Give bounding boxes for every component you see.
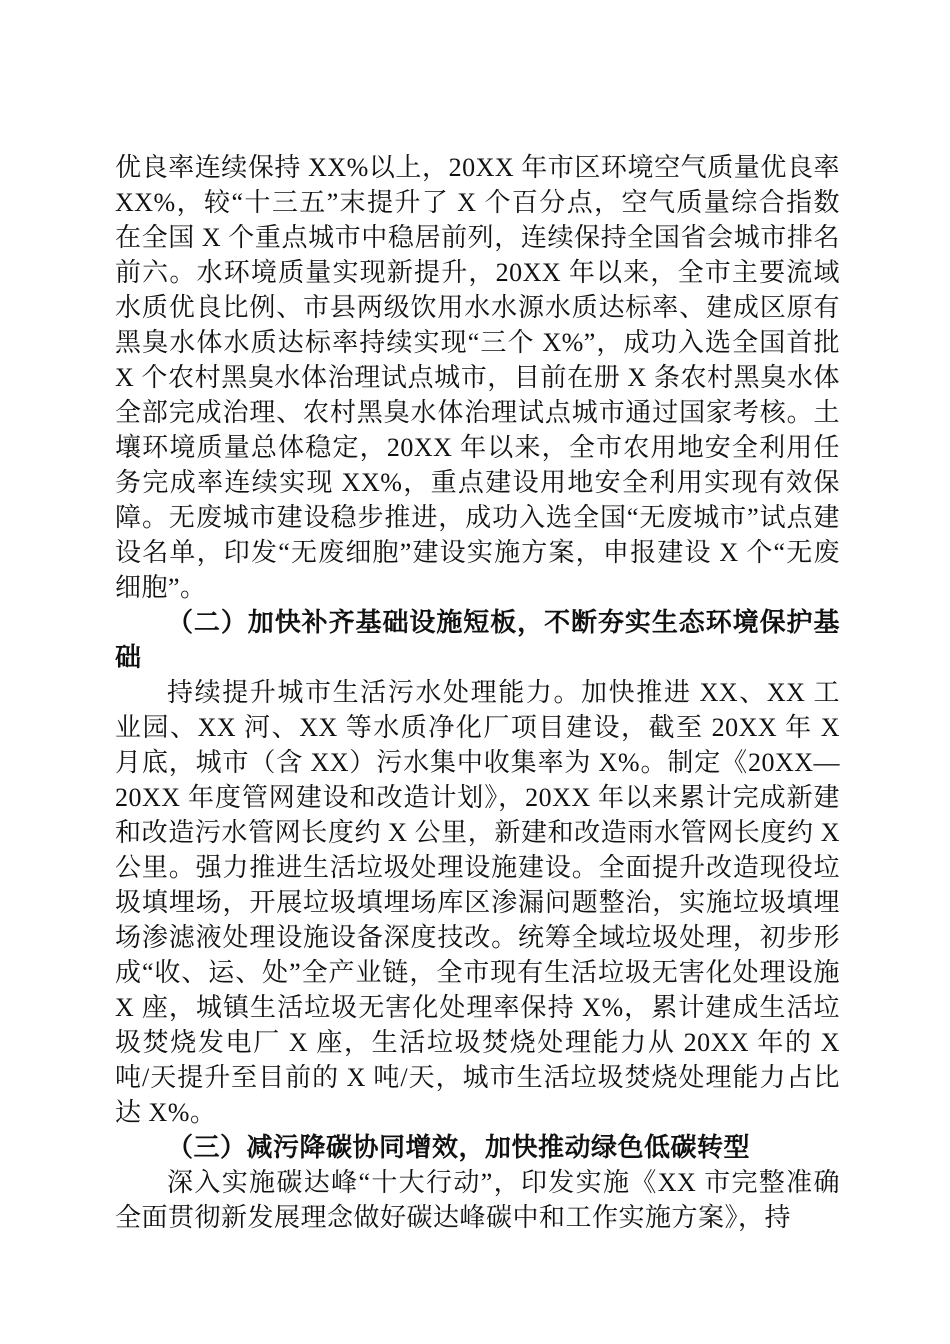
paragraph-carbon-peak-actions: 深入实施碳达峰“十大行动”，印发实施《XX 市完整准确全面贯彻新发展理念做好碳达峰碳中和工作实施方案》，持	[115, 1168, 840, 1232]
section-heading-3-carbon-reduction: （三）减污降碳协同增效，加快推动绿色低碳转型	[167, 1133, 751, 1162]
paragraph-air-water-soil-quality: 优良率连续保持 XX%以上，20XX 年市区环境空气质量优良率 XX%，较“十三五”末提升了 X 个百分点，空气质量综合指数在全国 X 个重点城市中稳居前列，连续保持全国省会城市排名前六。水环境质量实现新提升，20XX 年以来，全市主要流域水质优良比例、市县两级饮用水水源水质达标率、建成区原有黑臭水体水质达标率持续实现“三个 X%”，成功入选全国首批 X 个农村黑臭水体治理试点城市，目前在册 X 条农村黑臭水体全部完成治理、农村黑臭水体治理试点城市通过国家考核。土壤环境质量总体稳定，20XX 年以来，全市农用地安全利用任务完成率连续实现 XX%，重点建设用地安全利用实现有效保障。无废城市建设稳步推进，成功入选全国“无废城市”试点建设名单，印发“无废细胞”建设实施方案，申报建设 X 个“无废细胞”。	[115, 153, 840, 602]
section-heading-2-infrastructure: （二）加快补齐基础设施短板，不断夯实生态环境保护基础	[115, 608, 840, 672]
paragraph-sewage-and-waste-facilities: 持续提升城市生活污水处理能力。加快推进 XX、XX 工业园、XX 河、XX 等水质净化厂项目建设，截至 20XX 年 X 月底，城市（含 XX）污水集中收集率为 X%。制定《20XX—20XX 年度管网建设和改造计划》，20XX 年以来累计完成新建和改造污水管网长度约 X 公里，新建和改造雨水管网长度约 X 公里。强力推进生活垃圾处理设施建设。全面提升改造现役垃圾填埋场，开展垃圾填埋场库区渗漏问题整治，实施垃圾填埋场渗滤液处理设施设备深度技改。统筹全域垃圾处理，初步形成“收、运、处”全产业链，全市现有生活垃圾无害化处理设施 X 座，城镇生活垃圾无害化处理率保持 X%，累计建成生活垃圾焚烧发电厂 X 座，生活垃圾焚烧处理能力从 20XX 年的 X 吨/天提升至目前的 X 吨/天，城市生活垃圾焚烧处理能力占比达 X%。	[115, 678, 840, 1127]
